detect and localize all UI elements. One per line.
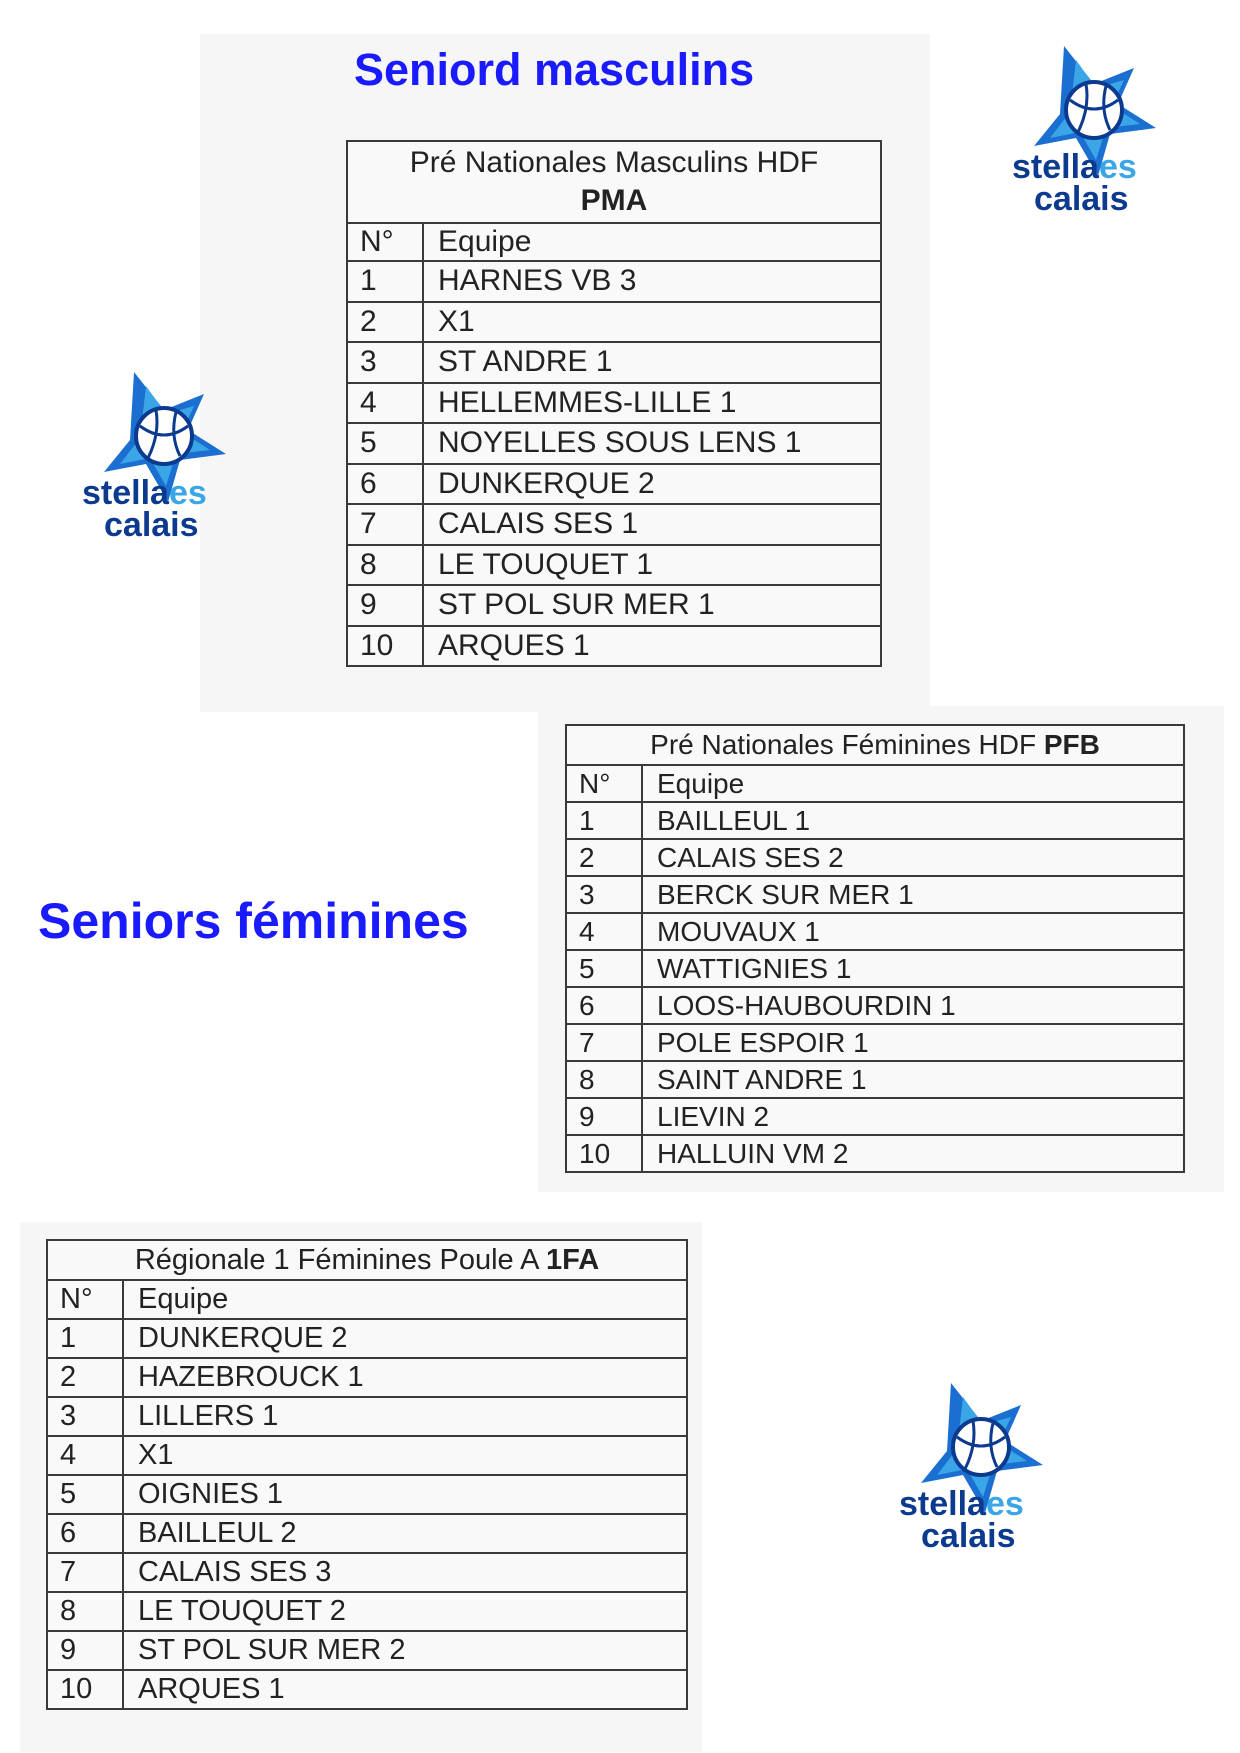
row-number: 8 bbox=[47, 1592, 123, 1631]
row-team: ST POL SUR MER 2 bbox=[123, 1631, 687, 1670]
row-number: 4 bbox=[566, 913, 642, 950]
table-row bbox=[566, 987, 1184, 1024]
row-number: 3 bbox=[347, 342, 423, 383]
table-title-text: Pré Nationales Féminines HDF bbox=[650, 729, 1037, 760]
row-team: BAILLEUL 1 bbox=[642, 802, 1184, 839]
table-title-text: Régionale 1 Féminines Poule A bbox=[134, 1243, 538, 1276]
row-number: 4 bbox=[347, 383, 423, 424]
table-row bbox=[47, 1553, 687, 1592]
row-number: 7 bbox=[47, 1553, 123, 1592]
table-title bbox=[566, 725, 1184, 765]
row-team: HARNES VB 3 bbox=[423, 261, 881, 302]
row-team: ARQUES 1 bbox=[423, 626, 881, 667]
logo-text-calais: calais bbox=[1034, 180, 1129, 218]
row-number: 6 bbox=[566, 987, 642, 1024]
table-row bbox=[566, 1024, 1184, 1061]
table-title-text: Pré Nationales Masculins HDF bbox=[409, 146, 819, 179]
row-team: LILLERS 1 bbox=[123, 1397, 687, 1436]
logo-text-stella: stella bbox=[82, 474, 169, 512]
row-team: ST ANDRE 1 bbox=[423, 342, 881, 383]
row-number: 10 bbox=[47, 1670, 123, 1709]
stellaes-calais-logo bbox=[893, 1375, 1073, 1555]
table-code: PMA bbox=[580, 184, 648, 217]
table-row bbox=[347, 626, 881, 667]
row-number: 1 bbox=[566, 802, 642, 839]
table-row bbox=[566, 950, 1184, 987]
table-row bbox=[47, 1436, 687, 1475]
row-team: OIGNIES 1 bbox=[123, 1475, 687, 1514]
table-row bbox=[47, 1319, 687, 1358]
row-number: 7 bbox=[347, 504, 423, 545]
row-team: HELLEMMES-LILLE 1 bbox=[423, 383, 881, 424]
table-row bbox=[566, 802, 1184, 839]
table-row bbox=[566, 876, 1184, 913]
row-number: 10 bbox=[566, 1135, 642, 1172]
column-header-number: N° bbox=[47, 1280, 123, 1319]
row-team: ST POL SUR MER 1 bbox=[423, 585, 881, 626]
stellaes-calais-logo bbox=[76, 364, 256, 544]
table-row bbox=[347, 423, 881, 464]
table-row bbox=[47, 1475, 687, 1514]
row-number: 10 bbox=[347, 626, 423, 667]
row-team: DUNKERQUE 2 bbox=[423, 464, 881, 505]
row-number: 8 bbox=[347, 545, 423, 586]
table-title bbox=[47, 1240, 687, 1280]
row-team: ARQUES 1 bbox=[123, 1670, 687, 1709]
row-team: HAZEBROUCK 1 bbox=[123, 1358, 687, 1397]
row-number: 3 bbox=[47, 1397, 123, 1436]
row-team: LE TOUQUET 2 bbox=[123, 1592, 687, 1631]
row-number: 2 bbox=[566, 839, 642, 876]
table-code: 1FA bbox=[545, 1243, 600, 1276]
column-header-number: N° bbox=[347, 223, 423, 261]
table-code: PFB bbox=[1043, 729, 1100, 760]
heading-seniors-feminines: Seniors féminines bbox=[38, 893, 469, 949]
heading-seniors-masculins: Seniord masculins bbox=[354, 44, 755, 95]
logo-text-stella: stella bbox=[1012, 148, 1099, 186]
logo-text-stella: stella bbox=[899, 1485, 986, 1523]
table-row bbox=[566, 1135, 1184, 1172]
table-row bbox=[347, 545, 881, 586]
pma-standings-table bbox=[346, 140, 882, 667]
logo-text-es: es bbox=[168, 474, 207, 512]
column-header-team: Equipe bbox=[123, 1280, 687, 1319]
table-row bbox=[47, 1631, 687, 1670]
table-row bbox=[47, 1358, 687, 1397]
table-row bbox=[47, 1514, 687, 1553]
column-header-team: Equipe bbox=[642, 765, 1184, 802]
row-number: 5 bbox=[347, 423, 423, 464]
row-team: CALAIS SES 2 bbox=[642, 839, 1184, 876]
row-team: SAINT ANDRE 1 bbox=[642, 1061, 1184, 1098]
row-team: LIEVIN 2 bbox=[642, 1098, 1184, 1135]
table-row bbox=[47, 1592, 687, 1631]
row-team: CALAIS SES 3 bbox=[123, 1553, 687, 1592]
row-team: DUNKERQUE 2 bbox=[123, 1319, 687, 1358]
row-team: BERCK SUR MER 1 bbox=[642, 876, 1184, 913]
row-number: 9 bbox=[347, 585, 423, 626]
logo-text-es: es bbox=[1098, 148, 1137, 186]
row-number: 5 bbox=[47, 1475, 123, 1514]
table-row bbox=[566, 913, 1184, 950]
row-number: 8 bbox=[566, 1061, 642, 1098]
logo-text-calais: calais bbox=[104, 506, 199, 544]
row-team: CALAIS SES 1 bbox=[423, 504, 881, 545]
row-team: WATTIGNIES 1 bbox=[642, 950, 1184, 987]
row-number: 1 bbox=[347, 261, 423, 302]
row-number: 3 bbox=[566, 876, 642, 913]
row-team: MOUVAUX 1 bbox=[642, 913, 1184, 950]
table-row bbox=[347, 342, 881, 383]
pfb-standings-table bbox=[565, 724, 1185, 1173]
table-title bbox=[347, 141, 881, 223]
row-number: 1 bbox=[47, 1319, 123, 1358]
table-row bbox=[47, 1670, 687, 1709]
table-row bbox=[47, 1397, 687, 1436]
row-team: NOYELLES SOUS LENS 1 bbox=[423, 423, 881, 464]
table-row bbox=[566, 839, 1184, 876]
row-number: 6 bbox=[47, 1514, 123, 1553]
row-team: POLE ESPOIR 1 bbox=[642, 1024, 1184, 1061]
logo-text-calais: calais bbox=[921, 1517, 1016, 1555]
row-number: 9 bbox=[566, 1098, 642, 1135]
row-number: 6 bbox=[347, 464, 423, 505]
table-row bbox=[566, 1061, 1184, 1098]
table-row bbox=[347, 504, 881, 545]
table-row bbox=[347, 383, 881, 424]
row-team: X1 bbox=[423, 302, 881, 343]
row-team: LE TOUQUET 1 bbox=[423, 545, 881, 586]
logo-text-es: es bbox=[985, 1485, 1024, 1523]
row-number: 2 bbox=[47, 1358, 123, 1397]
row-number: 4 bbox=[47, 1436, 123, 1475]
table-row bbox=[347, 261, 881, 302]
1fa-standings-table bbox=[46, 1239, 688, 1710]
table-row bbox=[347, 302, 881, 343]
table-row bbox=[347, 585, 881, 626]
row-team: LOOS-HAUBOURDIN 1 bbox=[642, 987, 1184, 1024]
row-number: 5 bbox=[566, 950, 642, 987]
table-row bbox=[566, 1098, 1184, 1135]
row-team: BAILLEUL 2 bbox=[123, 1514, 687, 1553]
row-number: 9 bbox=[47, 1631, 123, 1670]
row-team: X1 bbox=[123, 1436, 687, 1475]
table-row bbox=[347, 464, 881, 505]
row-number: 7 bbox=[566, 1024, 642, 1061]
row-team: HALLUIN VM 2 bbox=[642, 1135, 1184, 1172]
stellaes-calais-logo bbox=[1006, 38, 1186, 218]
row-number: 2 bbox=[347, 302, 423, 343]
column-header-team: Equipe bbox=[423, 223, 881, 261]
column-header-number: N° bbox=[566, 765, 642, 802]
